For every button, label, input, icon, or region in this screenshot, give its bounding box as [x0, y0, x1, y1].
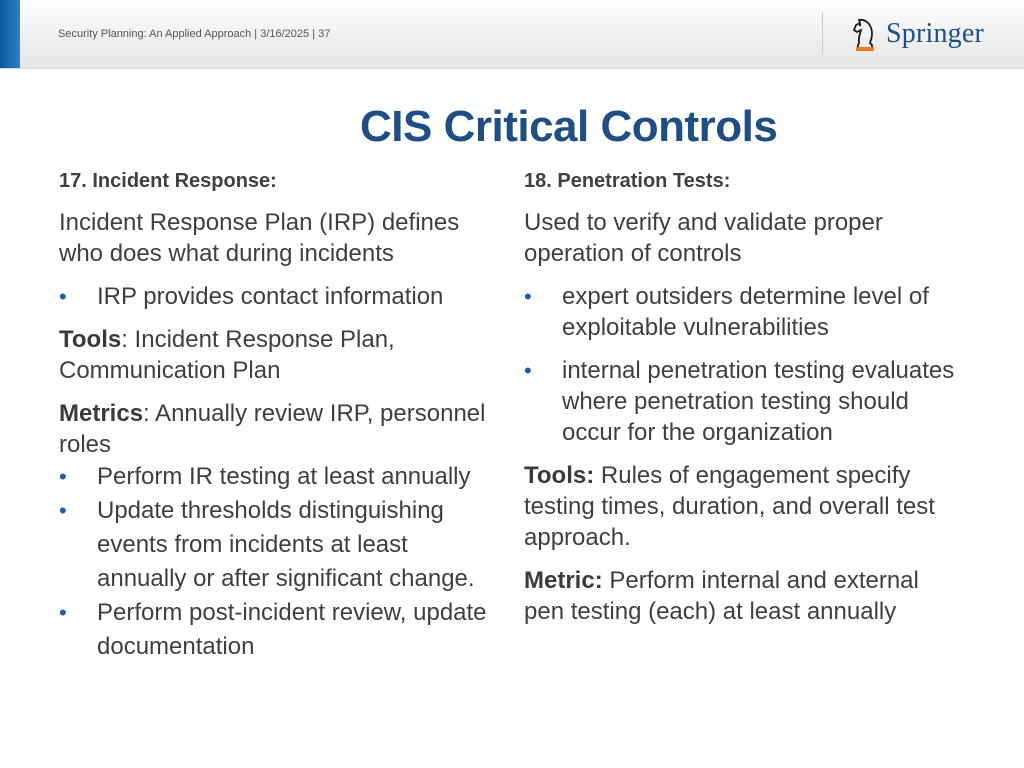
logo-divider: [822, 12, 823, 54]
left-intro: Incident Response Plan (IRP) defines who does what during incidents: [59, 209, 460, 267]
bullet-icon: •: [524, 358, 532, 383]
logo-text: Springer: [886, 18, 985, 49]
bullet-icon: •: [59, 464, 67, 489]
right-bullets: [524, 281, 964, 448]
bullet-icon: •: [59, 600, 67, 625]
left-bullets-2: [59, 460, 489, 664]
list-item: • Perform post-incident review, update documentation: [59, 596, 489, 664]
list-item: • Update thresholds distinguishing events from incidents at least annually or after significant change.: [59, 494, 489, 596]
bullet-icon: •: [59, 498, 67, 523]
slide-title: CIS Critical Controls: [360, 102, 778, 151]
left-metrics: Metrics: Annually review IRP, personnel roles: [59, 400, 486, 458]
bullet-icon: •: [524, 284, 532, 309]
right-metric: Metric: Perform internal and external pen testing (each) at least annually: [524, 567, 919, 625]
slide-header: [0, 0, 1024, 69]
bullet-icon: •: [59, 284, 67, 309]
left-heading: 17. Incident Response:: [59, 170, 277, 192]
left-column: [59, 170, 489, 676]
accent-bar: [0, 0, 20, 68]
left-bullets-1: [59, 281, 489, 312]
left-tools: Tools: Incident Response Plan, Communication Plan: [59, 326, 395, 384]
list-item: • Perform IR testing at least annually: [59, 460, 489, 494]
chess-knight-icon: [850, 16, 880, 52]
right-column: [524, 170, 964, 639]
right-intro: Used to verify and validate proper operation of controls: [524, 209, 883, 267]
list-item: • IRP provides contact information: [59, 283, 444, 310]
springer-logo: [850, 14, 984, 54]
list-item: • expert outsiders determine level of exploitable vulnerabilities: [524, 283, 929, 341]
right-heading: 18. Penetration Tests:: [524, 170, 731, 192]
list-item: • internal penetration testing evaluates where penetration testing should occur for the organization: [524, 357, 955, 446]
header-footer-text: Security Planning: An Applied Approach | 3/16/2025 | 37: [58, 28, 331, 40]
right-tools: Tools: Rules of engagement specify testing times, duration, and overall test approach.: [524, 462, 935, 551]
